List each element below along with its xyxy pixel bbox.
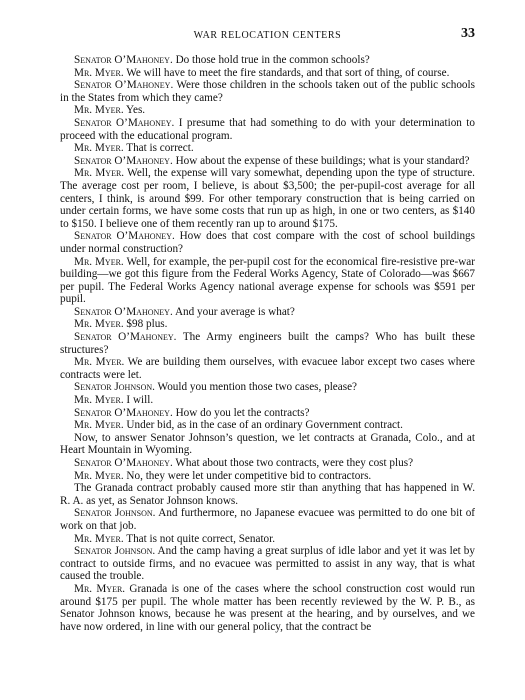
transcript-paragraph: [60, 394, 475, 407]
speaker-name: Senator O’Mahoney.: [74, 331, 177, 344]
paragraph-text: We are building them ourselves, with evacuee labor except two cases where contracts were let.: [60, 356, 475, 381]
transcript-paragraph: [60, 306, 475, 319]
running-head: WAR RELOCATION CENTERS: [193, 30, 342, 41]
speaker-name: Mr. Myer.: [74, 318, 124, 331]
transcript-paragraph: [60, 104, 475, 117]
transcript-paragraph: [60, 256, 475, 306]
transcript-paragraph: [60, 482, 475, 507]
transcript-paragraph: [60, 356, 475, 381]
paragraph-text: How does that cost compare with the cost of school buildings under normal construction?: [60, 230, 475, 255]
speaker-name: Mr. Myer.: [74, 419, 124, 432]
paragraph-text: We will have to meet the fire standards, and that sort of thing, of course.: [126, 66, 450, 79]
transcript-paragraph: [60, 318, 475, 331]
speaker-name: Mr. Myer.: [74, 66, 124, 79]
transcript-paragraph: [60, 545, 475, 583]
transcript-paragraph: [60, 142, 475, 155]
paragraph-text: Were those children in the schools taken out of the public schools in the States from which they came?: [60, 79, 475, 104]
paragraph-text: How about the expense of these buildings; what is your standard?: [175, 154, 470, 167]
speaker-name: Senator O’Mahoney.: [74, 230, 175, 243]
paragraph-text: Under bid, as in the case of an ordinary Government contract.: [126, 419, 403, 432]
speaker-name: Senator O’Mahoney.: [74, 79, 174, 92]
speaker-name: Mr. Myer.: [74, 469, 124, 482]
transcript-paragraph: [60, 470, 475, 483]
paragraph-text: Now, to answer Senator Johnson’s question, we let contracts at Granada, Colo., and at Heart Mountain in Wyoming.: [60, 431, 475, 457]
speaker-name: Senator Johnson.: [74, 545, 156, 558]
body-text: [60, 54, 475, 633]
speaker-name: Mr. Myer.: [74, 104, 124, 117]
paragraph-text: And furthermore, no Japanese evacuee was permitted to do one bit of work on that job.: [60, 507, 476, 532]
speaker-name: Senator O’Mahoney.: [74, 154, 173, 167]
paragraph-text: I presume that had something to do with your determination to proceed with the educational program.: [60, 116, 475, 142]
transcript-paragraph: [60, 331, 475, 356]
speaker-name: Mr. Myer.: [74, 356, 125, 369]
page-number: 33: [461, 26, 475, 41]
page-header: [60, 26, 475, 46]
paragraph-text: And the camp having a great surplus of idle labor and yet it was let by contract to outside firms, and no evacuee was permitted to assist in any way, that is what caused the trouble.: [60, 545, 475, 583]
paragraph-text: How do you let the contracts?: [175, 406, 310, 419]
paragraph-text: Yes.: [126, 104, 146, 117]
transcript-paragraph: [60, 407, 475, 420]
speaker-name: Senator O’Mahoney.: [74, 406, 173, 419]
speaker-name: Mr. Myer.: [74, 582, 126, 595]
transcript-paragraph: [60, 230, 475, 255]
speaker-name: Senator O’Mahoney.: [74, 116, 175, 129]
paragraph-text: That is correct.: [126, 142, 194, 155]
speaker-name: Mr. Myer.: [74, 532, 124, 545]
paragraph-text: The Army engineers built the camps? Who has built these structures?: [60, 331, 475, 356]
transcript-paragraph: [60, 583, 475, 633]
paragraph-text: $98 plus.: [126, 318, 168, 331]
speaker-name: Senator Johnson.: [74, 507, 156, 520]
speaker-name: Mr. Myer.: [74, 167, 125, 180]
transcript-paragraph: [60, 117, 475, 142]
paragraph-text: The Granada contract probably caused more stir than anything that has happened in W. R. A. as yet, as Senator Johnson knows.: [60, 482, 475, 507]
paragraph-text: Granada is one of the cases where the school construction cost would run around $175 per pupil. The whole matter has been recently reviewed by the W. P. B., as Senator Johnson knows, because he was present at the hearing, and by ourselves, and we have now ordered, in line with our general policy, that the contract be: [60, 582, 476, 633]
transcript-paragraph: [60, 79, 475, 104]
speaker-name: Senator Johnson.: [74, 381, 155, 394]
speaker-name: Mr. Myer.: [74, 394, 124, 407]
speaker-name: Senator O’Mahoney.: [74, 305, 173, 318]
paragraph-text: That is not quite correct, Senator.: [126, 532, 276, 545]
transcript-paragraph: [60, 419, 475, 432]
speaker-name: Senator O’Mahoney.: [74, 54, 173, 66]
transcript-paragraph: [60, 67, 475, 80]
paragraph-text: I will.: [126, 394, 154, 407]
speaker-name: Senator O’Mahoney.: [74, 457, 173, 469]
transcript-paragraph: [60, 432, 475, 457]
transcript-paragraph: [60, 167, 475, 230]
paragraph-text: Well, the expense will vary somewhat, depending upon the type of structure. The average cost per room, I believe, is about $3,500; the per-pupil-cost average for all centers, I think, is around $99. For other temporary construction that is being carried on under certain forms, we have some costs that run up as high, in one or two centers, as $140 to $150. I believe one of them recently ran up to around $175.: [60, 167, 475, 230]
transcript-paragraph: [60, 54, 475, 67]
paragraph-text: Well, for example, the per-pupil cost for the economical fire-resistive pre-war building—we got this figure from the Federal Works Agency, State of Colorado—was $667 per pupil. The Federal Works Agency national average expense for schools was $591 per pupil.: [60, 255, 475, 306]
paragraph-text: And your average is what?: [174, 305, 295, 318]
transcript-paragraph: [60, 533, 475, 546]
transcript-paragraph: [60, 381, 475, 394]
transcript-paragraph: [60, 457, 475, 470]
paragraph-text: Would you mention those two cases, please?: [157, 381, 358, 394]
transcript-paragraph: [60, 507, 475, 532]
paragraph-text: No, they were let under competitive bid to contractors.: [126, 469, 372, 482]
speaker-name: Mr. Myer.: [74, 142, 124, 155]
paragraph-text: Do those hold true in the common schools?: [175, 54, 370, 66]
speaker-name: Mr. Myer.: [74, 255, 124, 268]
paragraph-text: What about those two contracts, were they cost plus?: [175, 457, 414, 469]
transcript-paragraph: [60, 155, 475, 168]
